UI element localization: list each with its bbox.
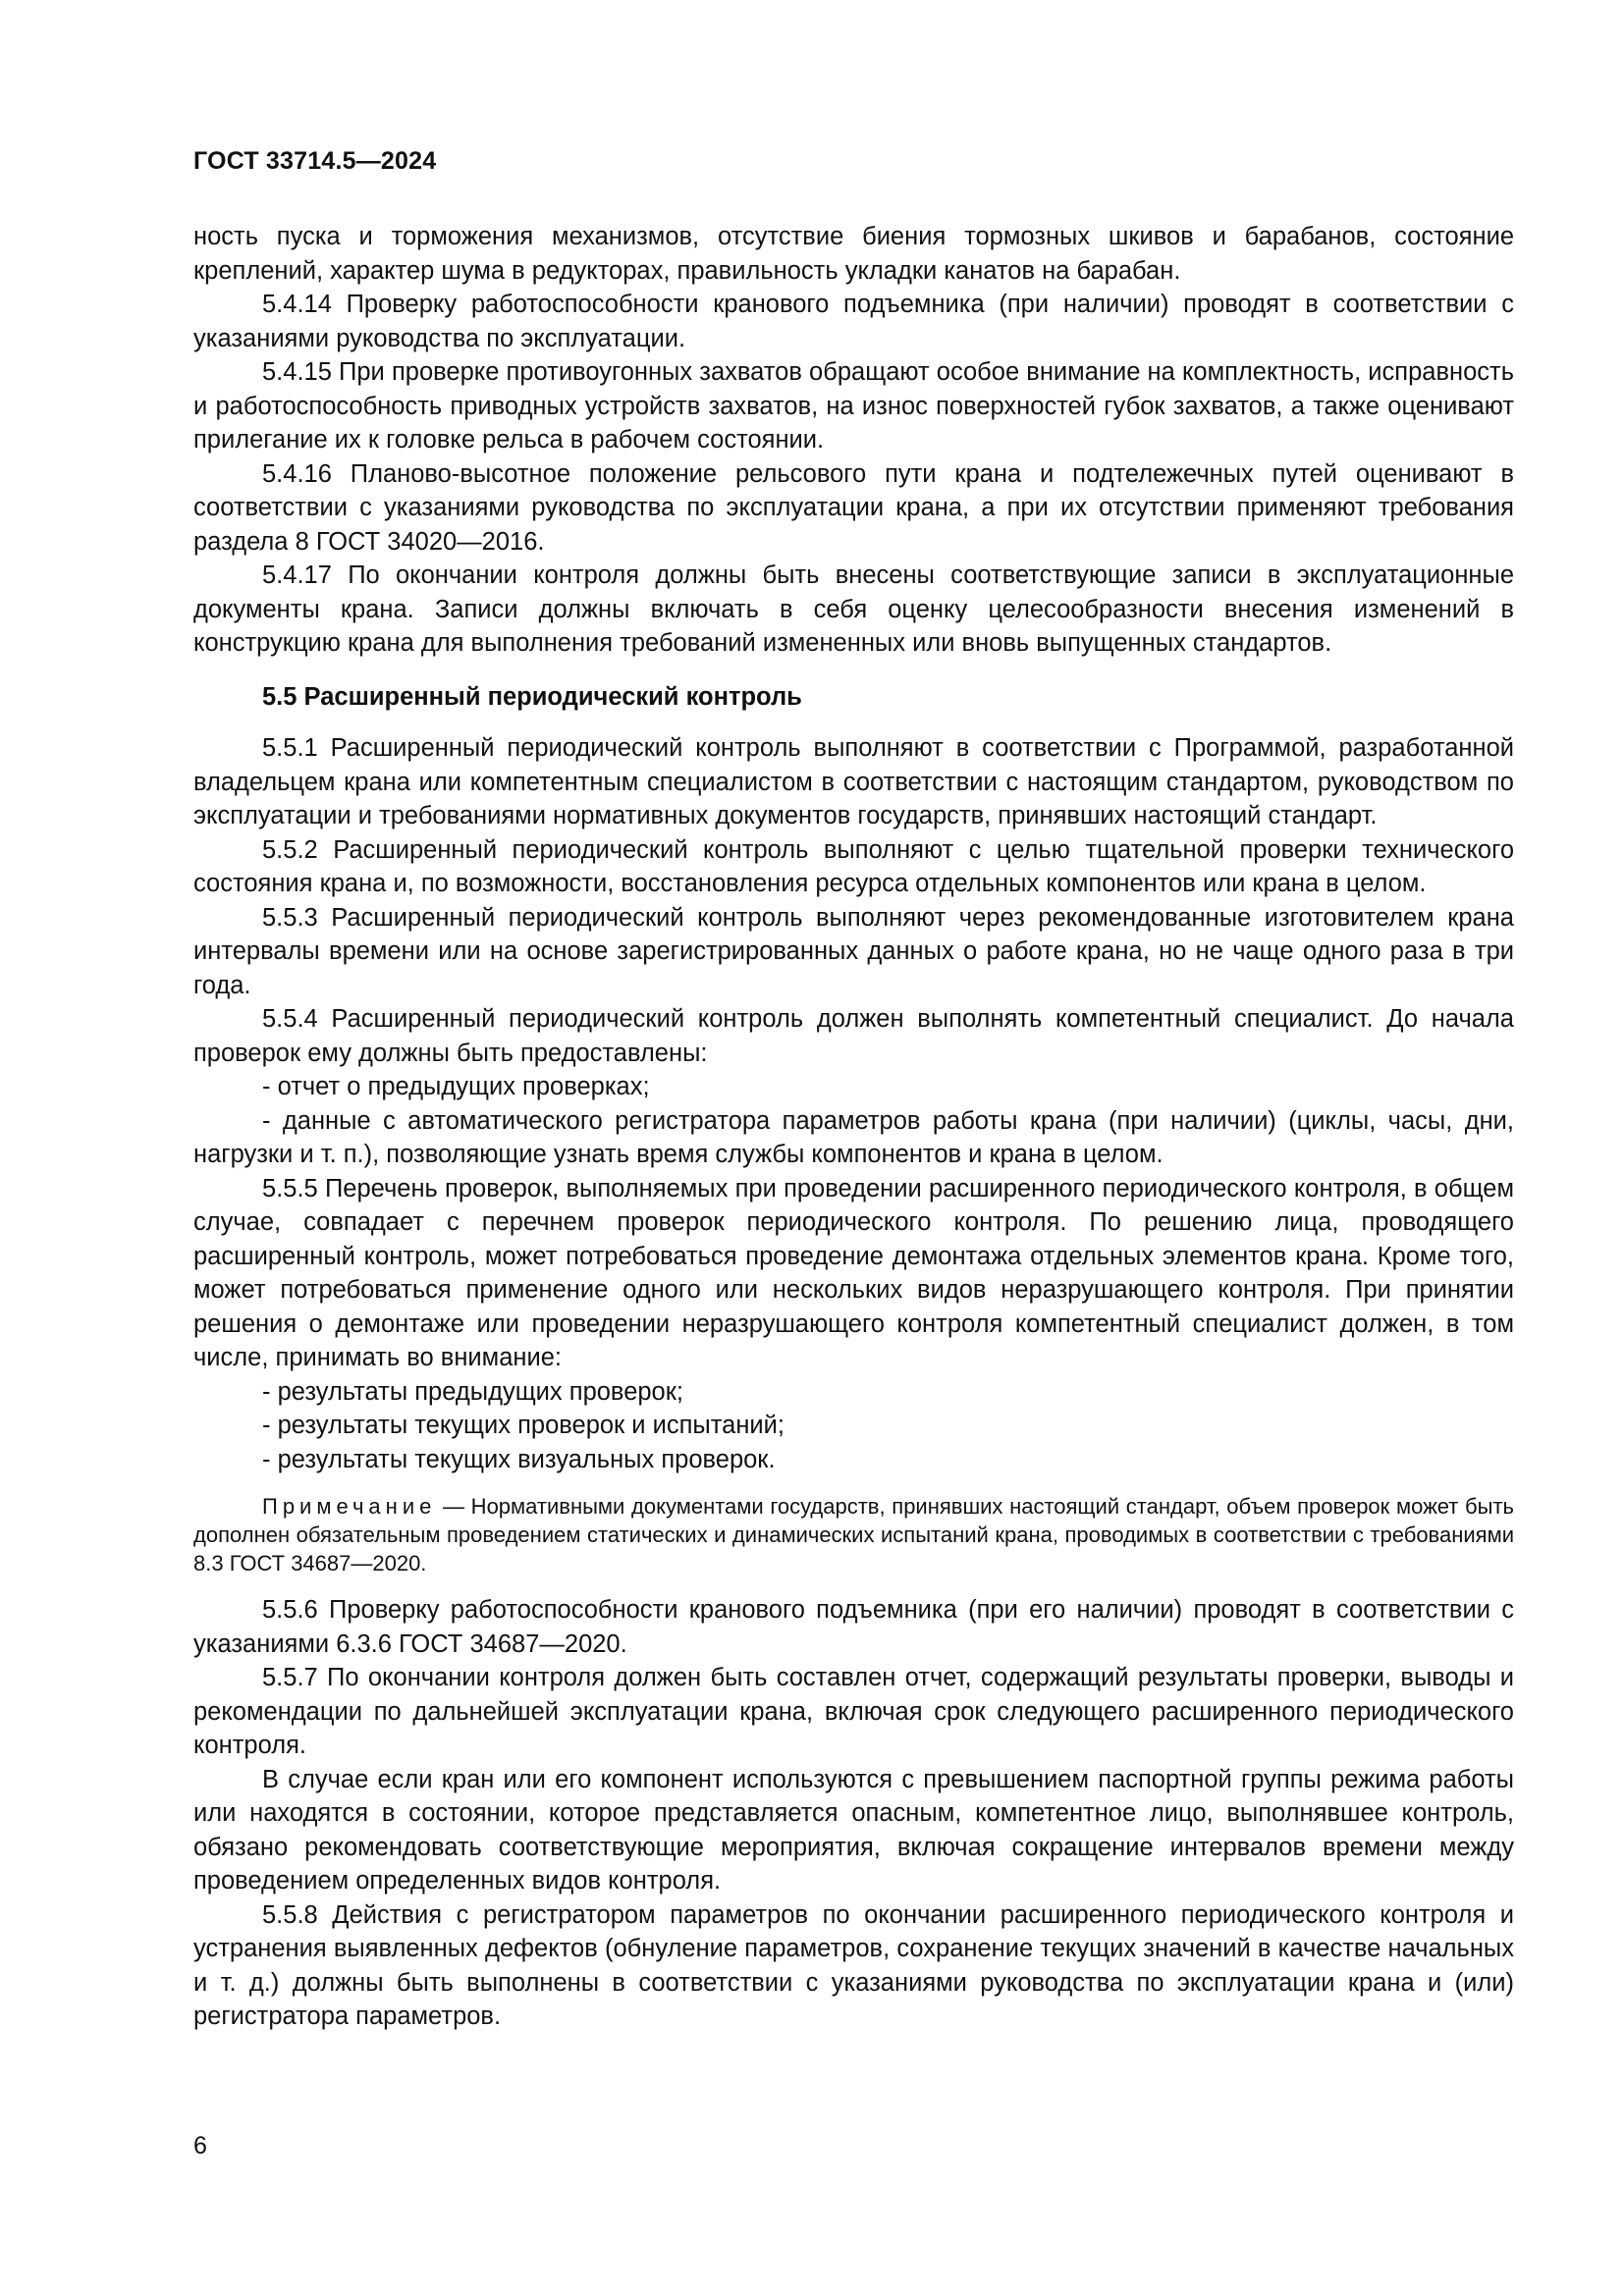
list-item: - результаты предыдущих проверок; [262, 1377, 683, 1406]
note-label: Примечание [262, 1494, 437, 1519]
list-item: - данные с автоматического регистратора параметров работы крана (при наличии) (циклы, часы, дни, нагрузки и т. п.), позволяющие узнать время службы компонентов и крана в целом. [193, 1106, 1514, 1168]
list-item: - отчет о предыдущих проверках; [262, 1073, 650, 1100]
note-text: — Нормативными документами государств, принявших настоящий стандарт, объем проверок может быть дополнен обязательным проведением статических и динамических испытаний крана, проводимых в соответствии с требованиями 8.3 ГОСТ 34687—2020. [193, 1494, 1514, 1575]
paragraph: 5.4.15 При проверке противоугонных захватов обращают особое внимание на комплектность, исправность и работоспособность приводных устройств захватов, на износ поверхностей губок захватов, а также оценивают прилегание их к головке рельса в рабочем состоянии. [193, 358, 1514, 454]
document-body [193, 220, 1514, 2034]
paragraph: 5.5.2 Расширенный периодический контроль выполняют с целью тщательной проверки технического состояния крана и, по возможности, восстановления ресурса отдельных компонентов или крана в целом. [193, 835, 1514, 897]
paragraph: 5.4.17 По окончании контроля должны быть внесены соответствующие записи в эксплуатационные документы крана. Записи должны включать в себя оценку целесообразности внесения изменений в конструкцию крана для выполнения требований измененных или вновь выпущенных стандартов. [193, 561, 1514, 657]
paragraph: 5.5.3 Расширенный периодический контроль выполняют через рекомендованные изготовителем крана интервалы времени или на основе зарегистрированных данных о работе крана, но не чаще одного раза в три года. [193, 903, 1514, 999]
section-heading: 5.5 Расширенный периодический контроль [262, 682, 802, 711]
paragraph: 5.5.6 Проверку работоспособности кранового подъемника (при его наличии) проводят в соответствии с указаниями 6.3.6 ГОСТ 34687—2020. [193, 1596, 1514, 1658]
page-number: 6 [193, 2132, 207, 2160]
list-item: - результаты текущих проверок и испытаний; [262, 1412, 785, 1439]
paragraph: ность пуска и торможения механизмов, отсутствие биения тормозных шкивов и барабанов, состояние креплений, характер шума в редукторах, правильность укладки канатов на барабан. [193, 223, 1514, 285]
paragraph: В случае если кран или его компонент используются с превышением паспортной группы режима работы или находятся в состоянии, которое представляется опасным, компетентное лицо, выполнявшее контроль, обязано рекомендовать соответствующие мероприятия, включая сокращение интервалов времени между проведением определенных видов контроля. [193, 1765, 1514, 1895]
paragraph: 5.5.5 Перечень проверок, выполняемых при проведении расширенного периодического контроля, в общем случае, совпадает с перечнем проверок периодического контроля. По решению лица, проводящего расширенный контроль, может потребоваться проведение демонтажа отдельных элементов крана. Кроме того, может потребоваться применение одного или нескольких видов неразрушающего контроля. При принятии решения о демонтаже или проведении неразрушающего контроля компетентный специалист должен, в том числе, принимать во внимание: [193, 1174, 1514, 1371]
paragraph: 5.5.8 Действия с регистратором параметров по окончании расширенного периодического контроля и устранения выявленных дефектов (обнуление параметров, сохранение текущих значений в качестве начальных и т. д.) должны быть выполнены в соответствии с указаниями руководства по эксплуатации крана и (или) регистратора параметров. [193, 1900, 1514, 2030]
paragraph: 5.5.7 По окончании контроля должен быть составлен отчет, содержащий результаты проверки, выводы и рекомендации по дальнейшей эксплуатации крана, включая срок следующего расширенного периодического контроля. [193, 1664, 1514, 1759]
note [193, 1492, 1514, 1577]
paragraph: 5.5.4 Расширенный периодический контроль должен выполнять компетентный специалист. До начала проверок ему должны быть предоставлены: [193, 1005, 1514, 1067]
list-item: - результаты текущих визуальных проверок. [262, 1445, 776, 1473]
paragraph: 5.4.14 Проверку работоспособности кранового подъемника (при наличии) проводят в соответствии с указаниями руководства по эксплуатации. [193, 291, 1514, 352]
paragraph: 5.4.16 Планово-высотное положение рельсового пути крана и подтележечных путей оценивают в соответствии с указаниями руководства по эксплуатации крана, а при их отсутствии применяют требования раздела 8 ГОСТ 34020—2016. [193, 459, 1514, 556]
paragraph: 5.5.1 Расширенный периодический контроль выполняют в соответствии с Программой, разработанной владельцем крана или компетентным специалистом в соответствии с настоящим стандартом, руководством по эксплуатации и требованиями нормативных документов государств, принявших настоящий стандарт. [193, 734, 1514, 829]
document-header: ГОСТ 33714.5—2024 [193, 147, 437, 175]
